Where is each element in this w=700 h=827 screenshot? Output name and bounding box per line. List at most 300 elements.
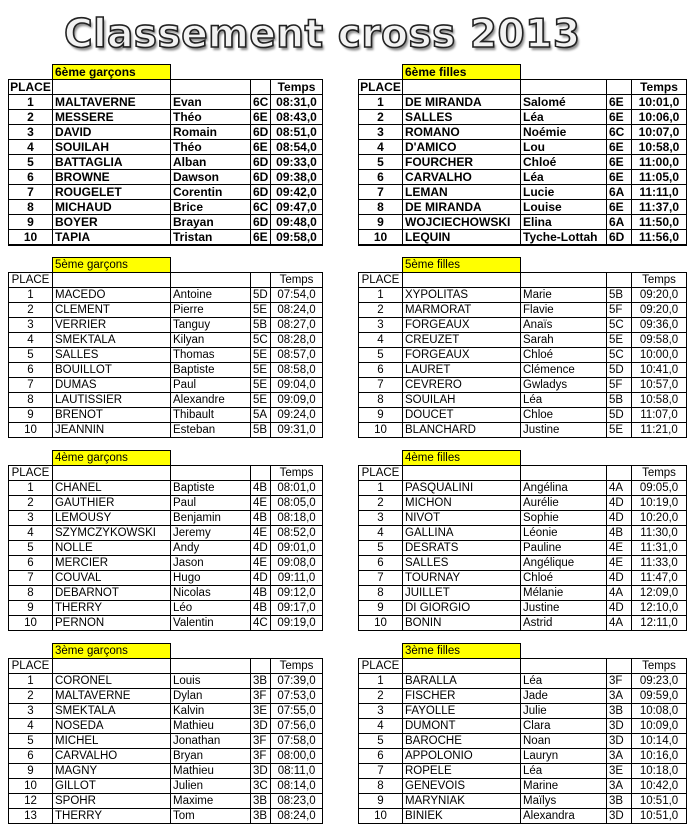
class-cell: 5F <box>607 303 632 318</box>
class-cell: 5E <box>251 303 271 318</box>
firstname-cell: Mathieu <box>171 764 251 779</box>
time-cell: 09:33,0 <box>271 155 323 170</box>
class-cell: 4C <box>251 616 271 631</box>
time-cell: 09:09,0 <box>271 393 323 408</box>
empty-cell <box>9 451 53 466</box>
empty-cell <box>9 258 53 273</box>
table-row <box>9 303 323 318</box>
time-cell: 10:58,0 <box>632 140 687 155</box>
firstname-cell: Kilyan <box>171 333 251 348</box>
place-cell: 1 <box>9 481 53 496</box>
time-cell: 08:05,0 <box>271 496 323 511</box>
time-cell: 11:37,0 <box>632 200 687 215</box>
class-cell: 4B <box>607 526 632 541</box>
results-table-1 <box>358 64 687 246</box>
place-cell: 7 <box>359 571 403 586</box>
category-label: 6ème garçons <box>53 65 171 80</box>
table-row <box>9 288 323 303</box>
time-cell: 10:00,0 <box>632 348 687 363</box>
lastname-cell: LAUTISSIER <box>53 393 171 408</box>
lastname-cell: SOUILAH <box>403 393 521 408</box>
table-row <box>359 511 687 526</box>
place-cell: 5 <box>9 155 53 170</box>
place-cell: 3 <box>9 704 53 719</box>
lastname-cell: CLEMENT <box>53 303 171 318</box>
class-cell: 4E <box>607 556 632 571</box>
place-cell: 1 <box>9 95 53 110</box>
lastname-cell: XYPOLITAS <box>403 288 521 303</box>
place-cell: 6 <box>359 556 403 571</box>
class-cell: 4B <box>251 511 271 526</box>
blank-header <box>403 80 521 95</box>
table-row <box>9 363 323 378</box>
time-cell: 12:10,0 <box>632 601 687 616</box>
class-cell: 3A <box>607 749 632 764</box>
time-cell: 10:51,0 <box>632 794 687 809</box>
lastname-cell: CEVRERO <box>403 378 521 393</box>
class-cell: 3D <box>607 809 632 824</box>
table-row <box>359 303 687 318</box>
place-cell: 3 <box>359 511 403 526</box>
place-cell: 4 <box>9 719 53 734</box>
place-cell: 9 <box>9 215 53 230</box>
firstname-cell: Paul <box>171 378 251 393</box>
blank-header <box>607 466 632 481</box>
table-row <box>9 185 323 200</box>
time-cell: 08:11,0 <box>271 764 323 779</box>
firstname-cell: Chloé <box>521 348 607 363</box>
firstname-cell: Maïlys <box>521 794 607 809</box>
class-cell: 6D <box>251 155 271 170</box>
place-cell: 2 <box>359 110 403 125</box>
firstname-cell: Jason <box>171 556 251 571</box>
place-cell: 7 <box>9 378 53 393</box>
ranking-table <box>358 643 687 824</box>
table-row <box>359 363 687 378</box>
table-row <box>9 794 323 809</box>
place-cell: 6 <box>359 170 403 185</box>
lastname-cell: TAPIA <box>53 230 171 246</box>
time-cell: 08:52,0 <box>271 526 323 541</box>
lastname-cell: THERRY <box>53 601 171 616</box>
place-header: PLACE <box>359 273 403 288</box>
time-cell: 08:24,0 <box>271 809 323 824</box>
table-row <box>359 674 687 689</box>
table-row <box>359 526 687 541</box>
time-cell: 11:11,0 <box>632 185 687 200</box>
time-cell: 10:58,0 <box>632 393 687 408</box>
firstname-cell: Astrid <box>521 616 607 631</box>
class-cell: 6A <box>607 185 632 200</box>
class-cell: 3D <box>251 764 271 779</box>
firstname-cell: Léa <box>521 393 607 408</box>
time-cell: 11:33,0 <box>632 556 687 571</box>
firstname-cell: Paul <box>171 496 251 511</box>
firstname-cell: Thibault <box>171 408 251 423</box>
class-cell: 3B <box>251 794 271 809</box>
place-header: PLACE <box>10 80 51 94</box>
place-cell: 2 <box>359 689 403 704</box>
lastname-cell: PERNON <box>53 616 171 631</box>
table-row <box>359 616 687 631</box>
empty-cell <box>521 644 687 659</box>
table-row <box>359 333 687 348</box>
time-cell: 11:31,0 <box>632 541 687 556</box>
class-cell: 4D <box>607 601 632 616</box>
table-row <box>359 704 687 719</box>
empty-cell <box>171 258 323 273</box>
time-cell: 08:14,0 <box>271 779 323 794</box>
firstname-cell: Hugo <box>171 571 251 586</box>
time-cell: 09:42,0 <box>271 185 323 200</box>
place-cell: 2 <box>359 303 403 318</box>
time-cell: 09:58,0 <box>632 333 687 348</box>
class-cell: 6D <box>607 230 632 246</box>
firstname-cell: Léa <box>521 170 607 185</box>
place-cell: 7 <box>359 185 403 200</box>
place-cell: 6 <box>9 170 53 185</box>
blank-header <box>171 273 251 288</box>
time-cell: 10:41,0 <box>632 363 687 378</box>
firstname-cell: Flavie <box>521 303 607 318</box>
firstname-cell: Louise <box>521 200 607 215</box>
table-row <box>359 734 687 749</box>
lastname-cell: BAROCHE <box>403 734 521 749</box>
place-cell: 6 <box>9 556 53 571</box>
firstname-cell: Justine <box>521 423 607 438</box>
firstname-cell: Noémie <box>521 125 607 140</box>
class-cell: 5D <box>251 288 271 303</box>
firstname-cell: Brayan <box>171 215 251 230</box>
ranking-table <box>358 257 687 438</box>
blank-header <box>251 466 271 481</box>
place-cell: 2 <box>9 689 53 704</box>
class-cell: 5D <box>607 363 632 378</box>
ranking-table <box>8 643 323 824</box>
place-cell: 10 <box>359 423 403 438</box>
table-row <box>359 215 687 230</box>
lastname-cell: WOJCIECHOWSKI <box>403 215 521 230</box>
class-cell: 4A <box>607 586 632 601</box>
time-cell: 11:07,0 <box>632 408 687 423</box>
place-cell: 10 <box>9 779 53 794</box>
firstname-cell: Baptiste <box>171 481 251 496</box>
table-row <box>9 155 323 170</box>
table-row <box>359 794 687 809</box>
class-cell: 5C <box>607 348 632 363</box>
time-cell: 12:11,0 <box>632 616 687 631</box>
lastname-cell: DE MIRANDA <box>403 200 521 215</box>
place-cell: 4 <box>9 526 53 541</box>
firstname-cell: Anaïs <box>521 318 607 333</box>
lastname-cell: GAUTHIER <box>53 496 171 511</box>
table-row <box>359 764 687 779</box>
lastname-cell: BOYER <box>53 215 171 230</box>
table-row <box>9 704 323 719</box>
page-title: Classement cross 2013 <box>64 12 581 57</box>
blank-header <box>171 466 251 481</box>
time-cell: 08:28,0 <box>271 333 323 348</box>
blank-header <box>251 659 271 674</box>
ranking-table <box>358 450 687 631</box>
firstname-cell: Bryan <box>171 749 251 764</box>
table-row <box>9 318 323 333</box>
place-cell: 5 <box>359 348 403 363</box>
time-cell: 09:19,0 <box>271 616 323 631</box>
lastname-cell: BLANCHARD <box>403 423 521 438</box>
ranking-table <box>8 64 323 246</box>
class-cell: 6D <box>251 215 271 230</box>
lastname-cell: JEANNIN <box>53 423 171 438</box>
blank-header <box>53 466 171 481</box>
lastname-cell: D'AMICO <box>403 140 521 155</box>
firstname-cell: Jade <box>521 689 607 704</box>
class-cell: 5B <box>251 318 271 333</box>
place-cell: 5 <box>9 348 53 363</box>
place-header: PLACE <box>359 659 403 674</box>
time-cell: 09:23,0 <box>632 674 687 689</box>
firstname-cell: Mathieu <box>171 719 251 734</box>
temps-header: Temps <box>632 466 687 481</box>
blank-header <box>607 659 632 674</box>
class-cell: 3A <box>607 689 632 704</box>
class-cell: 5E <box>251 363 271 378</box>
place-cell: 4 <box>359 333 403 348</box>
table-row <box>359 393 687 408</box>
firstname-cell: Valentin <box>171 616 251 631</box>
lastname-cell: BOUILLOT <box>53 363 171 378</box>
table-row <box>9 749 323 764</box>
place-cell: 3 <box>359 125 403 140</box>
firstname-cell: Pierre <box>171 303 251 318</box>
blank-header <box>403 466 521 481</box>
lastname-cell: LEMAN <box>403 185 521 200</box>
table-row <box>9 408 323 423</box>
firstname-cell: Dawson <box>171 170 251 185</box>
place-cell: 9 <box>359 215 403 230</box>
place-cell: 9 <box>359 794 403 809</box>
place-cell: 4 <box>359 719 403 734</box>
place-cell: 9 <box>9 764 53 779</box>
class-cell: 4D <box>251 541 271 556</box>
time-cell: 07:58,0 <box>271 734 323 749</box>
time-cell: 11:05,0 <box>632 170 687 185</box>
empty-cell <box>359 451 403 466</box>
lastname-cell: FISCHER <box>403 689 521 704</box>
class-cell: 6C <box>251 95 271 110</box>
firstname-cell: Marine <box>521 779 607 794</box>
results-table-0 <box>8 64 323 246</box>
place-cell: 4 <box>359 526 403 541</box>
firstname-cell: Clara <box>521 719 607 734</box>
class-cell: 4E <box>607 541 632 556</box>
time-cell: 08:00,0 <box>271 749 323 764</box>
blank-header <box>521 466 607 481</box>
time-cell: 07:55,0 <box>271 704 323 719</box>
ranking-table <box>8 450 323 631</box>
place-cell: 1 <box>359 481 403 496</box>
lastname-cell: LEMOUSY <box>53 511 171 526</box>
lastname-cell: SMEKTALA <box>53 333 171 348</box>
firstname-cell: Clémence <box>521 363 607 378</box>
table-row <box>9 571 323 586</box>
firstname-cell: Thomas <box>171 348 251 363</box>
firstname-cell: Léa <box>521 110 607 125</box>
table-row <box>9 511 323 526</box>
firstname-cell: Lucie <box>521 185 607 200</box>
firstname-cell: Chloe <box>521 408 607 423</box>
class-cell: 4B <box>251 481 271 496</box>
lastname-cell: MERCIER <box>53 556 171 571</box>
time-cell: 09:59,0 <box>632 689 687 704</box>
time-cell: 08:27,0 <box>271 318 323 333</box>
empty-cell <box>171 451 323 466</box>
place-cell: 3 <box>9 511 53 526</box>
time-cell: 08:58,0 <box>271 363 323 378</box>
lastname-cell: DAVID <box>53 125 171 140</box>
class-cell: 3F <box>251 689 271 704</box>
lastname-cell: DOUCET <box>403 408 521 423</box>
place-cell: 9 <box>359 408 403 423</box>
lastname-cell: VERRIER <box>53 318 171 333</box>
time-cell: 10:09,0 <box>632 719 687 734</box>
table-row <box>359 170 687 185</box>
category-label: 6ème filles <box>403 65 521 80</box>
firstname-cell: Julien <box>171 779 251 794</box>
class-cell: 3B <box>607 794 632 809</box>
class-cell: 4D <box>607 496 632 511</box>
class-cell: 6D <box>251 170 271 185</box>
firstname-cell: Antoine <box>171 288 251 303</box>
place-cell: 9 <box>9 408 53 423</box>
place-cell: 5 <box>359 155 403 170</box>
time-cell: 11:21,0 <box>632 423 687 438</box>
firstname-cell: Alban <box>171 155 251 170</box>
place-cell: 4 <box>359 140 403 155</box>
class-cell: 3B <box>251 809 271 824</box>
place-cell: 8 <box>359 586 403 601</box>
place-cell: 10 <box>359 230 403 246</box>
time-cell: 09:04,0 <box>271 378 323 393</box>
place-cell: 10 <box>359 809 403 824</box>
time-cell: 08:23,0 <box>271 794 323 809</box>
lastname-cell: SOUILAH <box>53 140 171 155</box>
place-cell: 1 <box>359 95 403 110</box>
class-cell: 6E <box>607 140 632 155</box>
time-cell: 08:24,0 <box>271 303 323 318</box>
time-cell: 10:20,0 <box>632 511 687 526</box>
time-cell: 10:57,0 <box>632 378 687 393</box>
class-cell: 4E <box>251 556 271 571</box>
place-cell: 10 <box>9 230 53 246</box>
firstname-cell: Lauryn <box>521 749 607 764</box>
lastname-cell: FORGEAUX <box>403 318 521 333</box>
lastname-cell: CORONEL <box>53 674 171 689</box>
place-cell: 4 <box>9 140 53 155</box>
firstname-cell: Romain <box>171 125 251 140</box>
firstname-cell: Léa <box>521 764 607 779</box>
lastname-cell: MALTAVERNE <box>53 689 171 704</box>
time-cell: 08:51,0 <box>271 125 323 140</box>
table-row <box>9 378 323 393</box>
time-cell: 07:39,0 <box>271 674 323 689</box>
table-row <box>9 586 323 601</box>
category-label: 4ème garçons <box>53 451 171 466</box>
place-header: PLACE <box>9 273 53 288</box>
class-cell: 3E <box>607 764 632 779</box>
table-row <box>359 779 687 794</box>
lastname-cell: MARMORAT <box>403 303 521 318</box>
class-cell: 6D <box>251 185 271 200</box>
lastname-cell: BRENOT <box>53 408 171 423</box>
class-cell: 5E <box>607 333 632 348</box>
temps-header: Temps <box>271 273 323 288</box>
class-cell: 5E <box>251 378 271 393</box>
time-cell: 11:56,0 <box>632 230 687 246</box>
lastname-cell: LAURET <box>403 363 521 378</box>
time-cell: 09:48,0 <box>271 215 323 230</box>
table-row <box>9 393 323 408</box>
place-cell: 13 <box>9 809 53 824</box>
table-row <box>359 348 687 363</box>
lastname-cell: MACEDO <box>53 288 171 303</box>
class-cell: 3F <box>251 734 271 749</box>
firstname-cell: Brice <box>171 200 251 215</box>
class-cell: 3E <box>251 704 271 719</box>
lastname-cell: GILLOT <box>53 779 171 794</box>
firstname-cell: Noan <box>521 734 607 749</box>
results-table-3 <box>358 257 687 438</box>
time-cell: 09:36,0 <box>632 318 687 333</box>
table-row <box>9 230 323 246</box>
firstname-cell: Tanguy <box>171 318 251 333</box>
firstname-cell: Angélina <box>521 481 607 496</box>
time-cell: 09:24,0 <box>271 408 323 423</box>
lastname-cell: CARVALHO <box>53 749 171 764</box>
table-row <box>359 200 687 215</box>
place-cell: 3 <box>359 318 403 333</box>
time-cell: 09:20,0 <box>632 303 687 318</box>
lastname-cell: MALTAVERNE <box>53 95 171 110</box>
class-cell: 4E <box>251 496 271 511</box>
lastname-cell: DEBARNOT <box>53 586 171 601</box>
lastname-cell: THERRY <box>53 809 171 824</box>
place-cell: 2 <box>9 303 53 318</box>
place-cell: 5 <box>359 541 403 556</box>
class-cell: 3A <box>607 779 632 794</box>
table-row <box>359 378 687 393</box>
time-cell: 10:51,0 <box>632 809 687 824</box>
time-cell: 09:58,0 <box>271 230 323 246</box>
blank-header <box>521 659 607 674</box>
place-header: PLACE <box>359 466 403 481</box>
lastname-cell: ROPELE <box>403 764 521 779</box>
temps-header: Temps <box>271 466 323 481</box>
place-header: PLACE <box>9 466 53 481</box>
firstname-cell: Esteban <box>171 423 251 438</box>
table-row <box>9 556 323 571</box>
table-row <box>359 571 687 586</box>
empty-cell <box>359 65 403 80</box>
firstname-cell: Marie <box>521 288 607 303</box>
firstname-cell: Théo <box>171 140 251 155</box>
lastname-cell: BARALLA <box>403 674 521 689</box>
place-cell: 9 <box>9 601 53 616</box>
class-cell: 6C <box>251 200 271 215</box>
class-cell: 6E <box>251 140 271 155</box>
temps-header: Temps <box>632 80 687 95</box>
lastname-cell: APPOLONIO <box>403 749 521 764</box>
